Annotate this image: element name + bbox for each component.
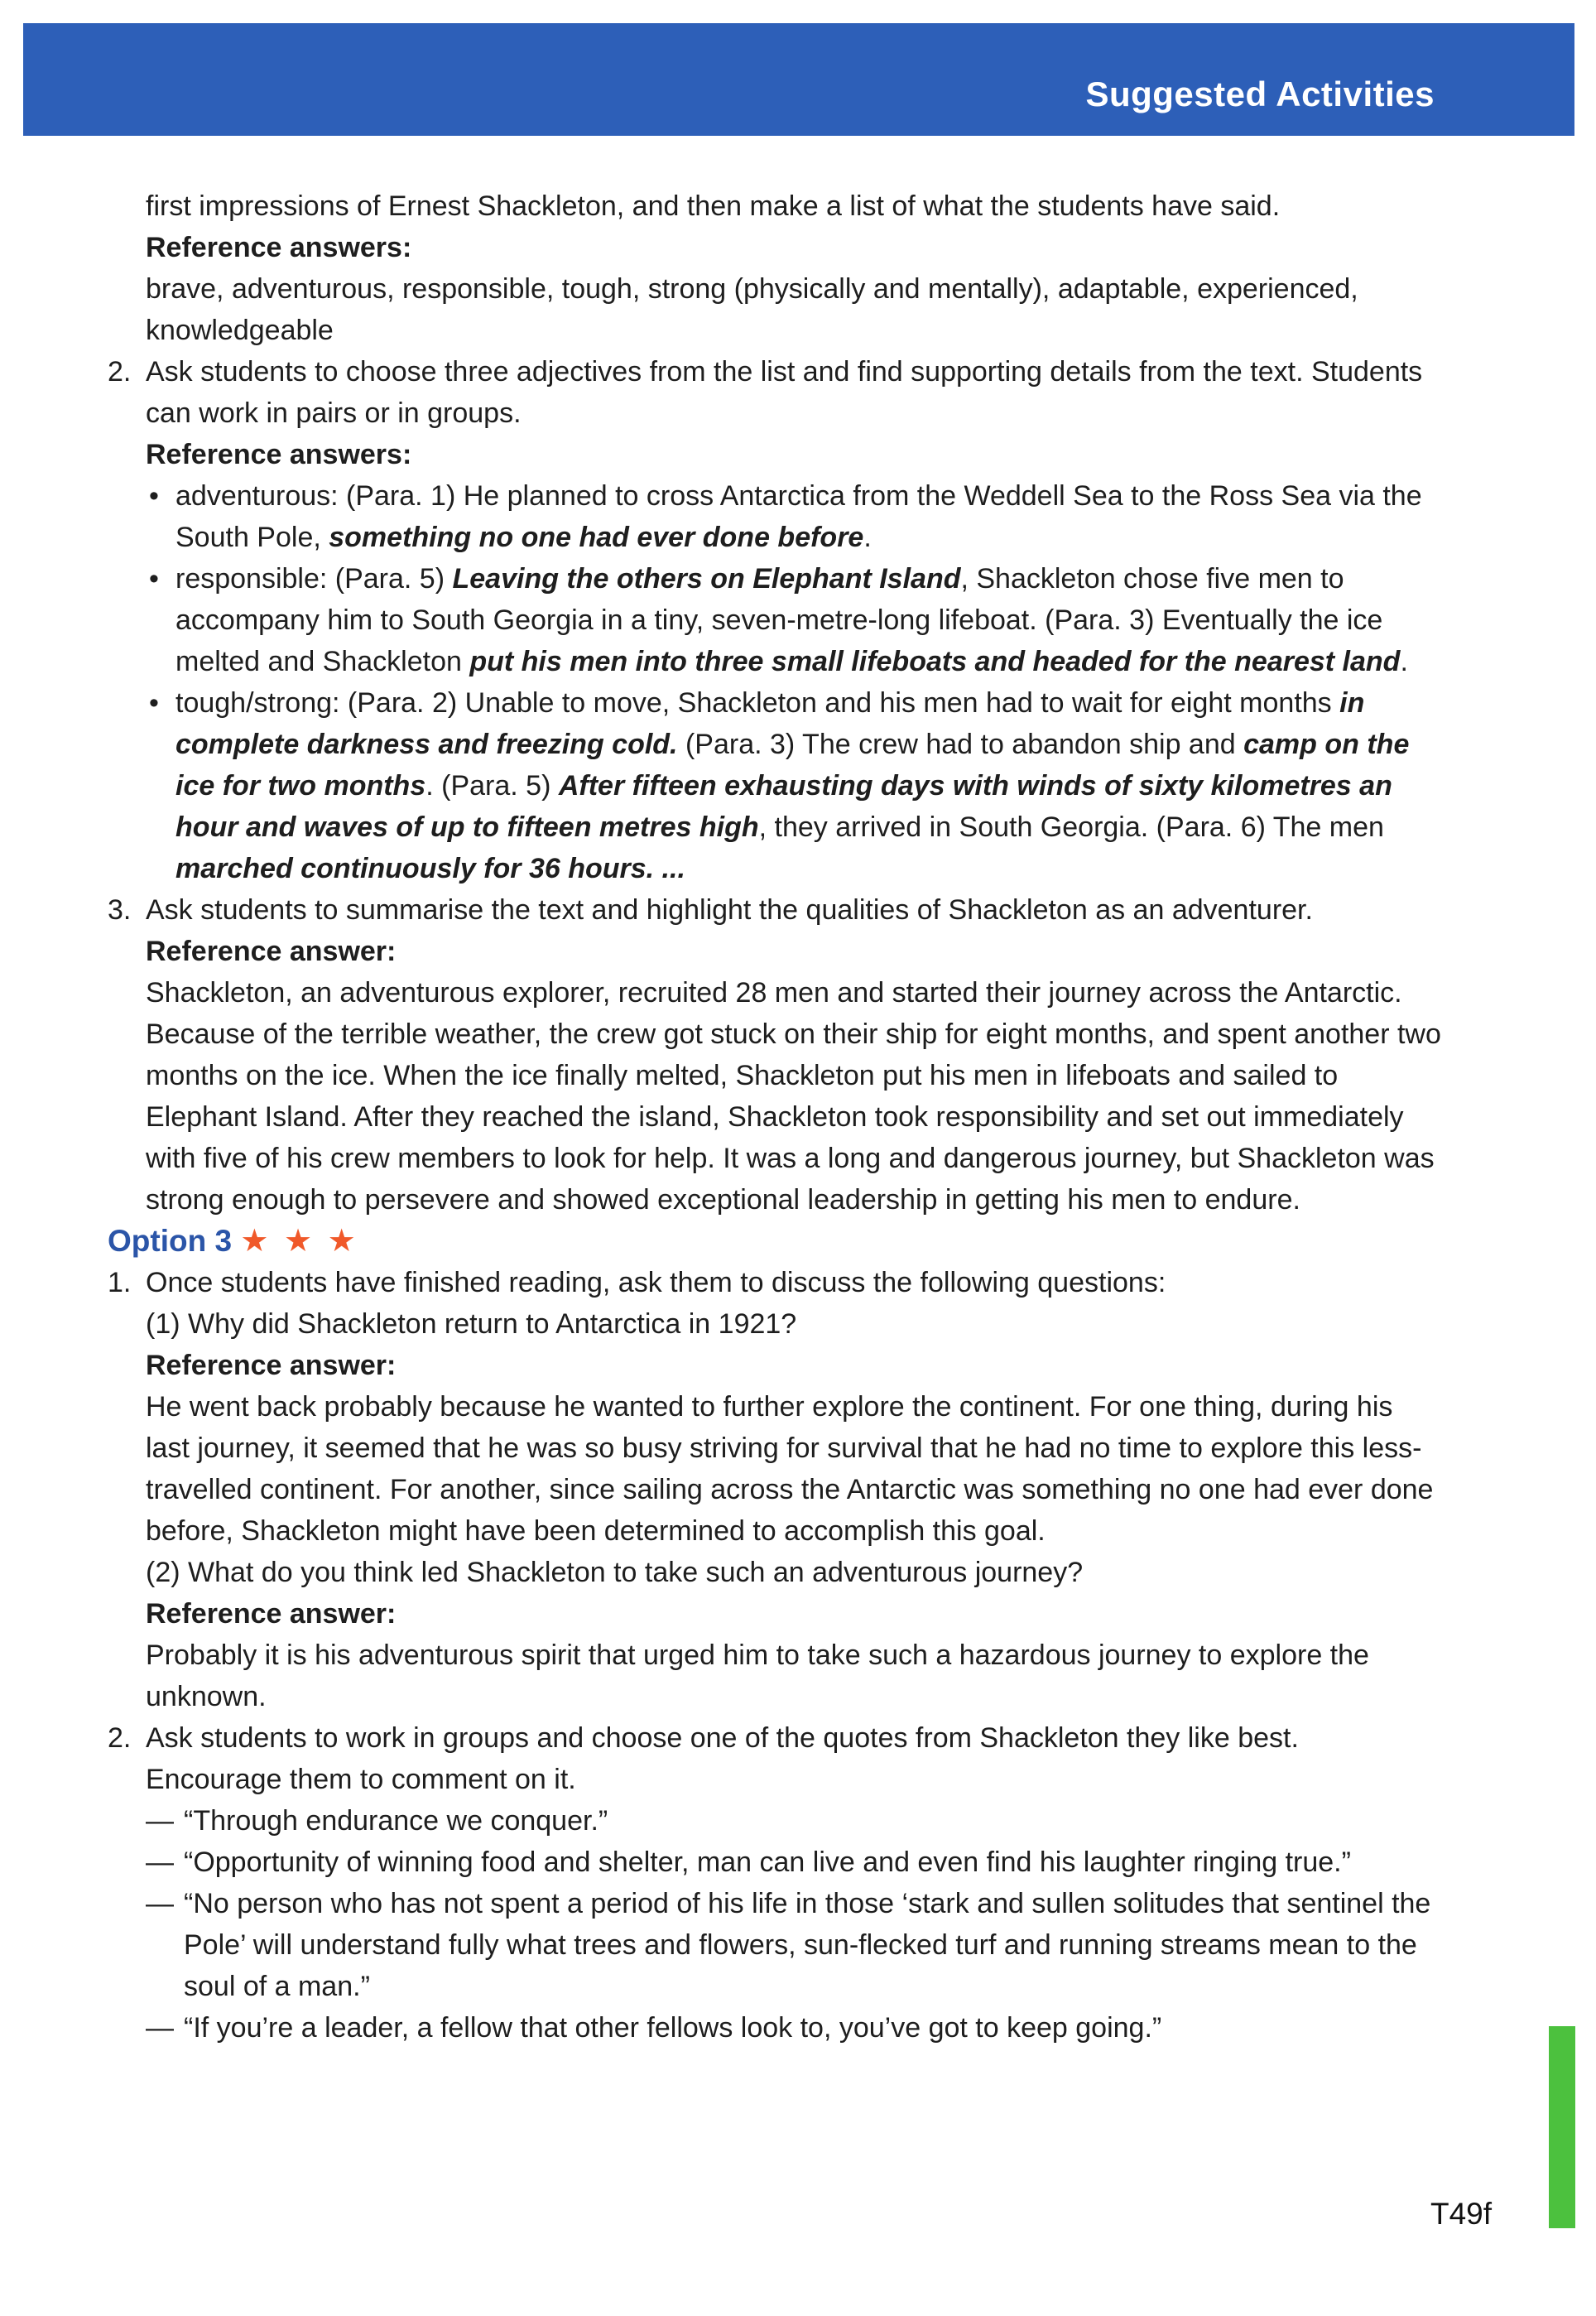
question-2: (2) What do you think led Shackleton to take such an adventurous journey? bbox=[146, 1557, 1084, 1588]
quote-text: “If you’re a leader, a fellow that other fellows look to, you’ve got to keep going.” bbox=[184, 2012, 1162, 2044]
item-3-number: 3. bbox=[108, 894, 132, 926]
quote-item bbox=[108, 1800, 1442, 1842]
quote-item bbox=[108, 1883, 1442, 2007]
main-content bbox=[108, 185, 1442, 2049]
question-1: (1) Why did Shackleton return to Antarctica in 1921? bbox=[146, 1308, 797, 1340]
item-2 bbox=[108, 351, 1442, 475]
option-3-item-2-number: 2. bbox=[108, 1722, 132, 1754]
bullet-tough-strong: • tough/strong: (Para. 2) Unable to move, Shackleton and his men had to wait for eight months in complete darkness and freezing cold. (Para. 3) The crew had to abandon ship and camp on the ice for two months. (Para. 5) After fifteen exhausting days with winds of sixty kilometres an hour and waves of up to fifteen metres high, they arrived in South Georgia. (Para. 6) The men marched continuously for 36 hours. ... bbox=[108, 682, 1442, 889]
question-1-answer: He went back probably because he wanted to further explore the continent. For one thing, during his last journey, it seemed that he was so busy striving for survival that he had no time to explore this less-travelled continent. For another, since sailing across the Antarctic was something no one had ever done before, Shackleton might have been determined to accomplish this goal. bbox=[146, 1391, 1434, 1547]
item-2-text: Ask students to choose three adjectives from the list and find supporting details from the text. Students can work in pairs or in groups. bbox=[146, 356, 1423, 429]
bullet-responsible: • responsible: (Para. 5) Leaving the others on Elephant Island, Shackleton chose five men to accompany him to South Georgia in a tiny, seven-metre-long lifeboat. (Para. 3) Eventually the ice melted and Shackleton put his men into three small lifeboats and headed for the nearest land. bbox=[108, 558, 1442, 682]
option-3-item-1-number: 1. bbox=[108, 1267, 132, 1298]
option-3-item-2-text: Ask students to work in groups and choose one of the quotes from Shackleton they like best. Encourage them to comment on it. bbox=[146, 1722, 1299, 1795]
bullet-adventurous: • adventurous: (Para. 1) He planned to cross Antarctica from the Weddell Sea to the Ross Sea via the South Pole, something no one had ever done before. bbox=[108, 475, 1442, 558]
intro-text: first impressions of Ernest Shackleton, and then make a list of what the students have said. bbox=[146, 190, 1281, 222]
dash-icon: — bbox=[146, 2012, 174, 2044]
question-1-reference-label: Reference answer: bbox=[146, 1350, 397, 1381]
quote-text: “Opportunity of winning food and shelter, man can live and even find his laughter ringing true.” bbox=[184, 1847, 1351, 1878]
question-2-answer: Probably it is his adventurous spirit that urged him to take such a hazardous journey to explore the unknown. bbox=[146, 1639, 1369, 1712]
bullet-icon: • bbox=[149, 563, 159, 595]
item-3-reference-answer: Shackleton, an adventurous explorer, recruited 28 men and started their journey across the Antarctic. Because of the terrible weather, the crew got stuck on their ship for eight months, and spent another two months on the ice. When the ice finally melted, Shackleton put his men in lifeboats and sailed to Elephant Island. After they reached the island, Shackleton took responsibility and set out immediately with five of his crew members to look for help. It was a long and dangerous journey, but Shackleton was strong enough to persevere and showed exceptional leadership in getting his men to endure. bbox=[146, 977, 1441, 1216]
star-rating-icon: ★ ★ ★ bbox=[240, 1224, 359, 1259]
page-number: T49f bbox=[1430, 2197, 1493, 2231]
item-2-number: 2. bbox=[108, 356, 132, 388]
option-3-item-1 bbox=[108, 1262, 1442, 1717]
quote-text: “No person who has not spent a period of his life in those ‘stark and sullen solitudes that sentinel the Pole’ will understand fully what trees and flowers, sun-flecked turf and running streams mean to the soul of a man.” bbox=[184, 1888, 1431, 2002]
dash-icon: — bbox=[146, 1847, 174, 1878]
item-3 bbox=[108, 889, 1442, 1221]
side-tab-marker bbox=[1549, 2026, 1575, 2228]
bullet-icon: • bbox=[149, 480, 159, 512]
option-3-item-1-text: Once students have finished reading, ask them to discuss the following questions: bbox=[146, 1267, 1166, 1298]
option-3-heading: Option 3 ★ ★ ★ bbox=[108, 1224, 359, 1259]
dash-icon: — bbox=[146, 1888, 174, 1919]
quote-text: “Through endurance we conquer.” bbox=[184, 1805, 608, 1837]
bullet-icon: • bbox=[149, 687, 159, 719]
header-title: Suggested Activities bbox=[1085, 75, 1435, 113]
item-2-reference-label: Reference answers: bbox=[146, 439, 412, 470]
option-3-item-2 bbox=[108, 1717, 1442, 1800]
intro-reference-answer: brave, adventurous, responsible, tough, strong (physically and mentally), adaptable, experienced, knowledgeable bbox=[146, 273, 1358, 346]
dash-icon: — bbox=[146, 1805, 174, 1837]
quote-item bbox=[108, 1842, 1442, 1883]
quote-item bbox=[108, 2007, 1442, 2049]
question-2-reference-label: Reference answer: bbox=[146, 1598, 397, 1630]
intro-reference-label: Reference answers: bbox=[146, 232, 412, 263]
item-3-text: Ask students to summarise the text and highlight the qualities of Shackleton as an adventurer. bbox=[146, 894, 1313, 926]
item-3-reference-label: Reference answer: bbox=[146, 936, 397, 967]
